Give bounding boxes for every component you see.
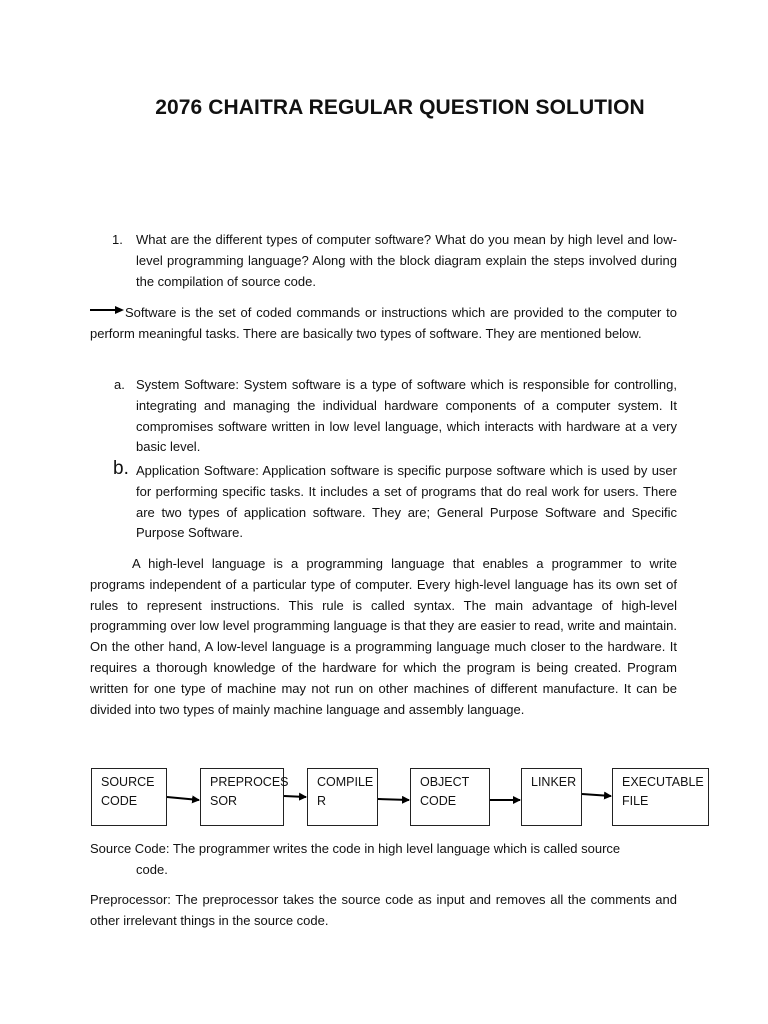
diagram-box-compiler: COMPILE R — [307, 768, 378, 826]
item-b-text: Application Software: Application software is specific purpose software which is used by user for performing specific tasks. It includes a set of programs that do real work for users. There are two types of application software. They are; General Purpose Software and Specific Purpose Software. — [136, 463, 677, 541]
arrow-compiler-to-object — [378, 799, 409, 800]
diagram-box-source-code: SOURCE CODE — [91, 768, 167, 826]
question-text: What are the different types of computer software? What do you mean by high level and low-level programming language? Along with the block diagram explain the steps involved during the compilation of source code. — [136, 232, 677, 289]
item-b-label: b. — [113, 458, 129, 479]
source-code-description — [90, 839, 677, 881]
diagram-box-executable-file: EXECUTABLE FILE — [612, 768, 709, 826]
right-arrow-icon — [90, 305, 124, 315]
intro-paragraph — [90, 303, 677, 345]
intro-text: Software is the set of coded commands or instructions which are provided to the computer to perform meaningful tasks. There are basically two types of software. They are mentioned below. — [90, 305, 677, 341]
page-title: 2076 CHAITRA REGULAR QUESTION SOLUTION — [155, 96, 645, 119]
question-number: 1. — [112, 232, 123, 247]
arrow-linker-to-executable — [582, 794, 611, 796]
item-a-label: a. — [114, 377, 125, 392]
high-level-paragraph — [90, 554, 677, 720]
arrow-preprocessor-to-compiler — [284, 796, 306, 797]
item-a-text: System Software: System software is a type of software which is responsible for controlling, integrating and managing the individual hardware components of a computer system. It compromises software written in low level language, which interacts with hardware at a very basic level. — [136, 377, 677, 455]
diagram-box-preprocessor: PREPROCES SOR — [200, 768, 284, 826]
diagram-box-object-code: OBJECT CODE — [410, 768, 490, 826]
arrow-source-to-preprocessor — [167, 797, 199, 800]
diagram-box-linker: LINKER — [521, 768, 582, 826]
high-level-text: A high-level language is a programming language that enables a programmer to write programs independent of a particular type of computer. Every high-level language has its own set of rules to represent instructions. This rule is called syntax. The main advantage of high-level programming over low level programming language is that they are easier to read, write and maintain. On the other hand, A low-level language is a programming language much closer to the hardware. It requires a thorough knowledge of the hardware for which the program is being created. Program written for one type of machine may not run on other machines of different manufacture. It can be divided into two types of mainly machine language and assembly language. — [90, 556, 677, 717]
preprocessor-description: Preprocessor: The preprocessor takes the source code as input and removes all the comments and other irrelevant things in the source code. — [90, 892, 677, 928]
source-code-desc-line1: Source Code: The programmer writes the code in high level language which is called source — [90, 841, 621, 856]
source-code-desc-line2: code. — [136, 861, 168, 877]
